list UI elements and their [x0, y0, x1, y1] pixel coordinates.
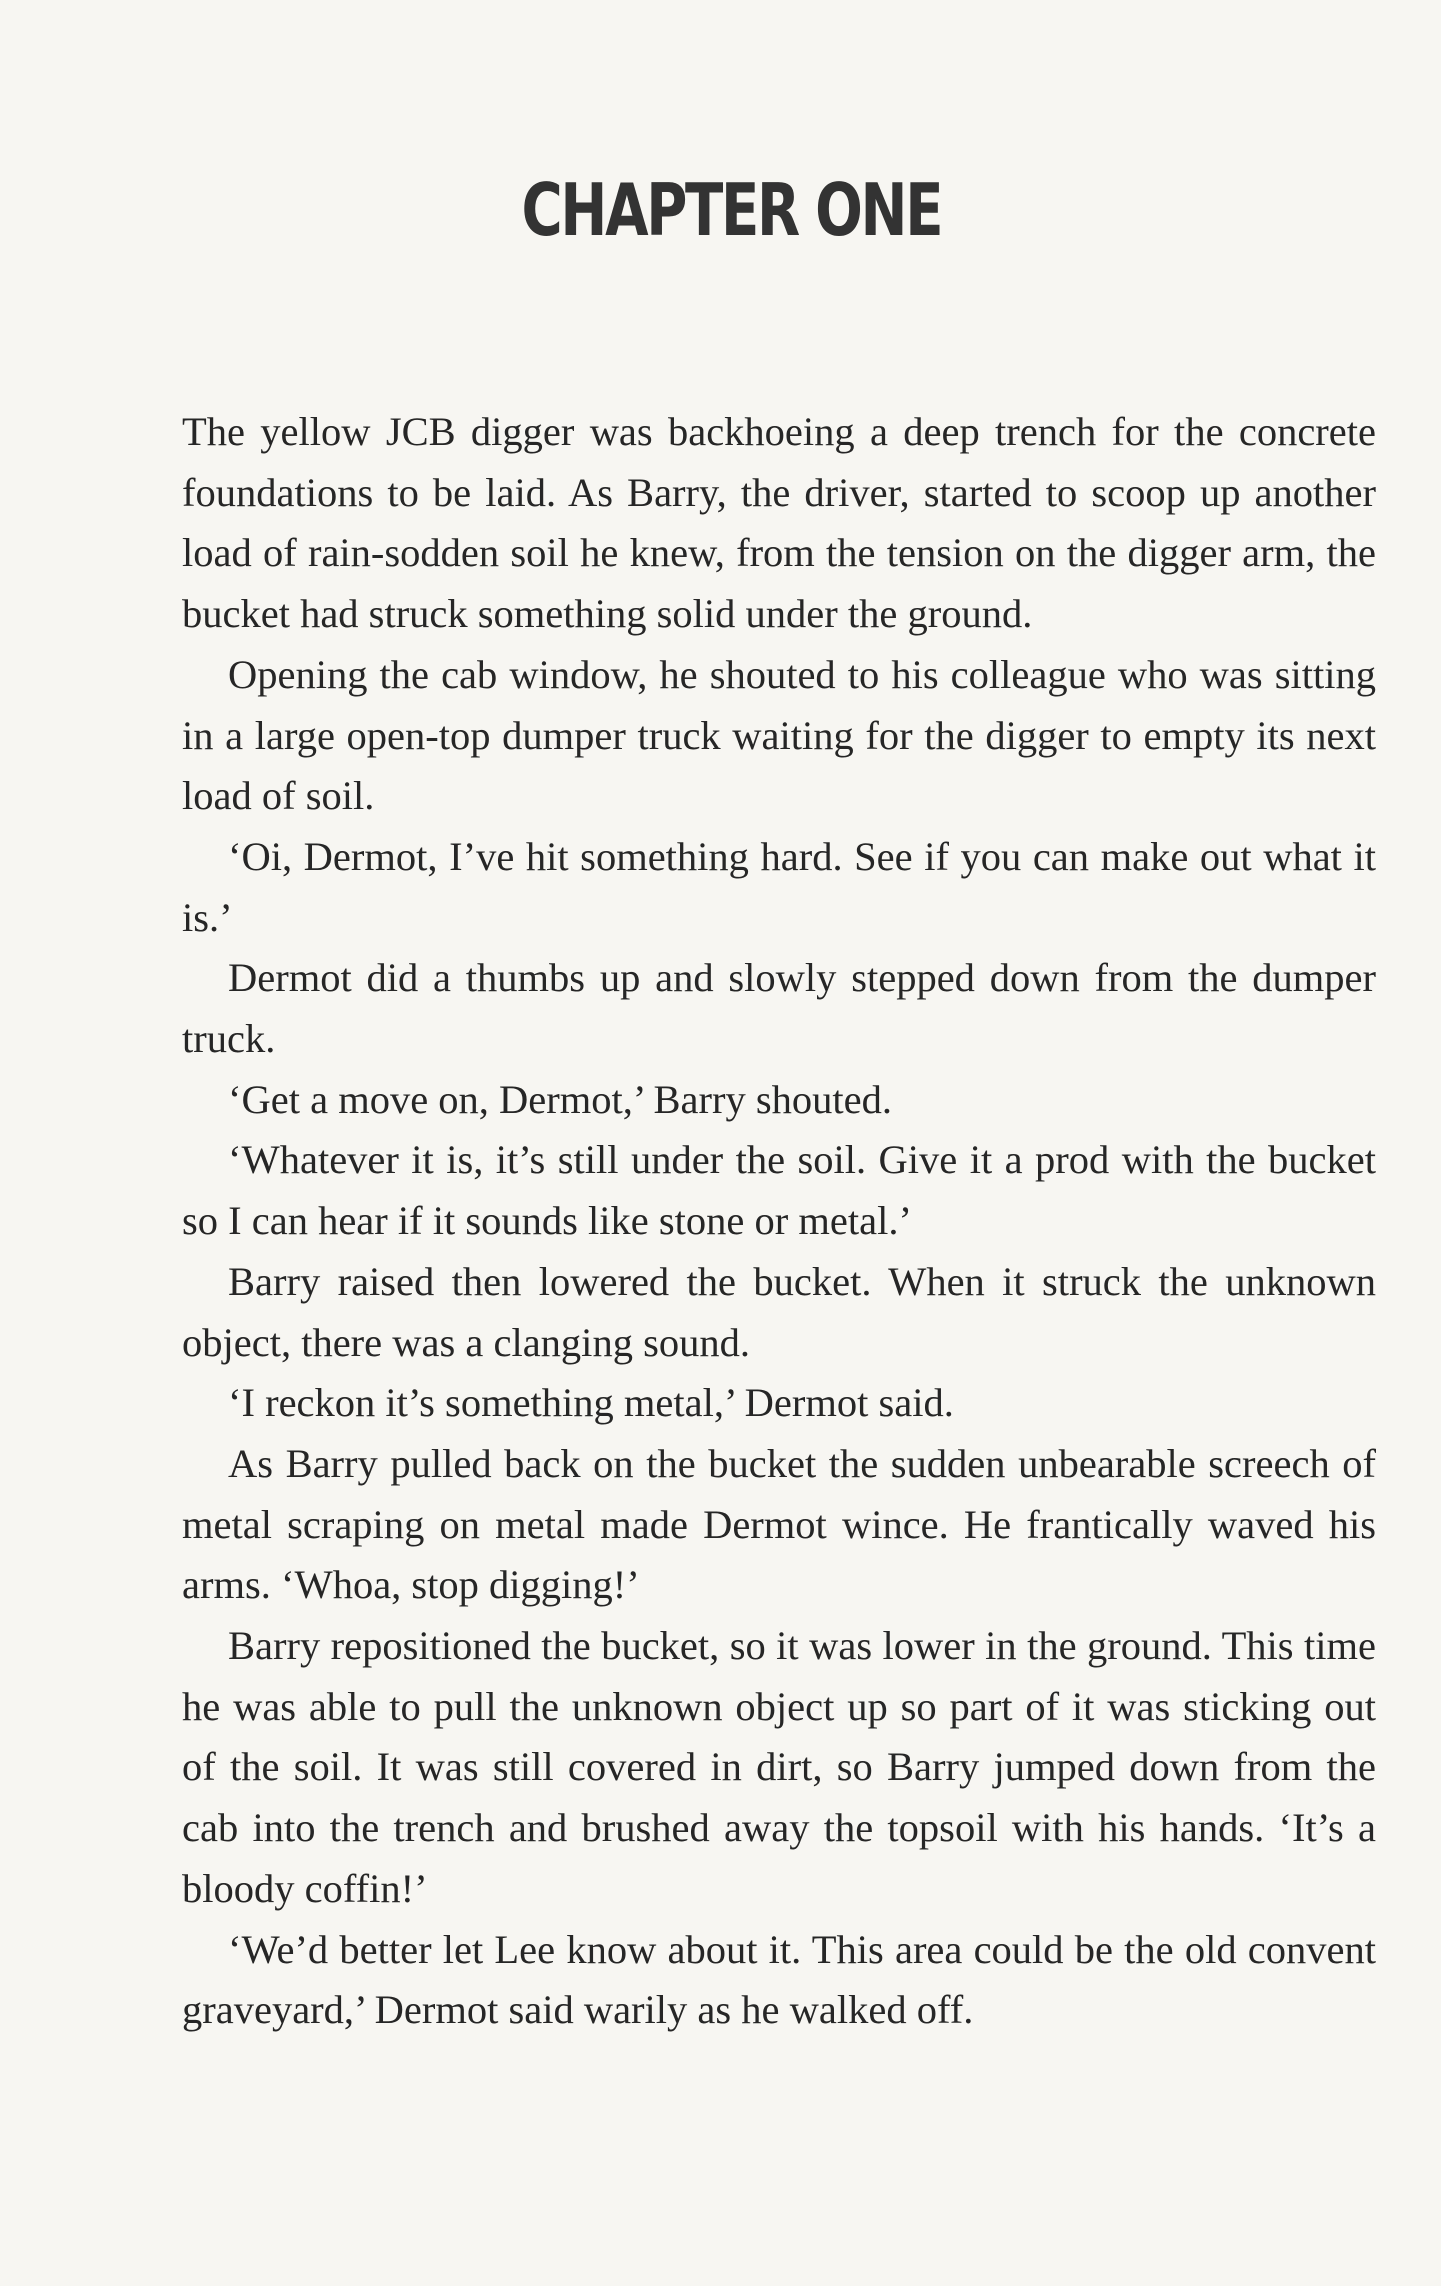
paragraph: ‘We’d better let Lee know about it. This area could be the old convent graveyard,’ Dermot said warily as he walked off. — [182, 1926, 1376, 2033]
paragraph: ‘I reckon it’s something metal,’ Dermot said. — [228, 1380, 954, 1426]
paragraph: Barry repositioned the bucket, so it was lower in the ground. This time he was able to pull the unknown object up so part of it was sticking out of the soil. It was still covered in dirt, so Barry jumped down from the cab into the trench and brushed away the topsoil with his hands. ‘It’s a bloody coffin!’ — [182, 1623, 1376, 1911]
paragraph: Barry raised then lowered the bucket. When it struck the unknown object, there was a clanging sound. — [182, 1258, 1376, 1365]
paragraph: The yellow JCB digger was backhoeing a deep trench for the concrete foundations to be laid. As Barry, the driver, started to scoop up another load of rain-sodden soil he knew, from the tension on the digger arm, the bucket had struck something solid under the ground. — [182, 409, 1376, 637]
chapter-body — [182, 402, 1376, 2041]
paragraph: Dermot did a thumbs up and slowly stepped down from the dumper truck. — [182, 955, 1376, 1062]
paragraph: As Barry pulled back on the bucket the sudden unbearable screech of metal scraping on metal made Dermot wince. He frantically waved his arms. ‘Whoa, stop digging!’ — [182, 1440, 1376, 1608]
paragraph: ‘Oi, Dermot, I’ve hit something hard. See if you can make out what it is.’ — [182, 833, 1376, 940]
paragraph: Opening the cab window, he shouted to his colleague who was sitting in a large open-top dumper truck waiting for the digger to empty its next load of soil. — [182, 651, 1376, 819]
chapter-title: CHAPTER ONE — [521, 168, 942, 252]
paragraph: ‘Get a move on, Dermot,’ Barry shouted. — [228, 1076, 892, 1122]
paragraph: ‘Whatever it is, it’s still under the soil. Give it a prod with the bucket so I can hear if it sounds like stone or metal.’ — [182, 1137, 1376, 1244]
